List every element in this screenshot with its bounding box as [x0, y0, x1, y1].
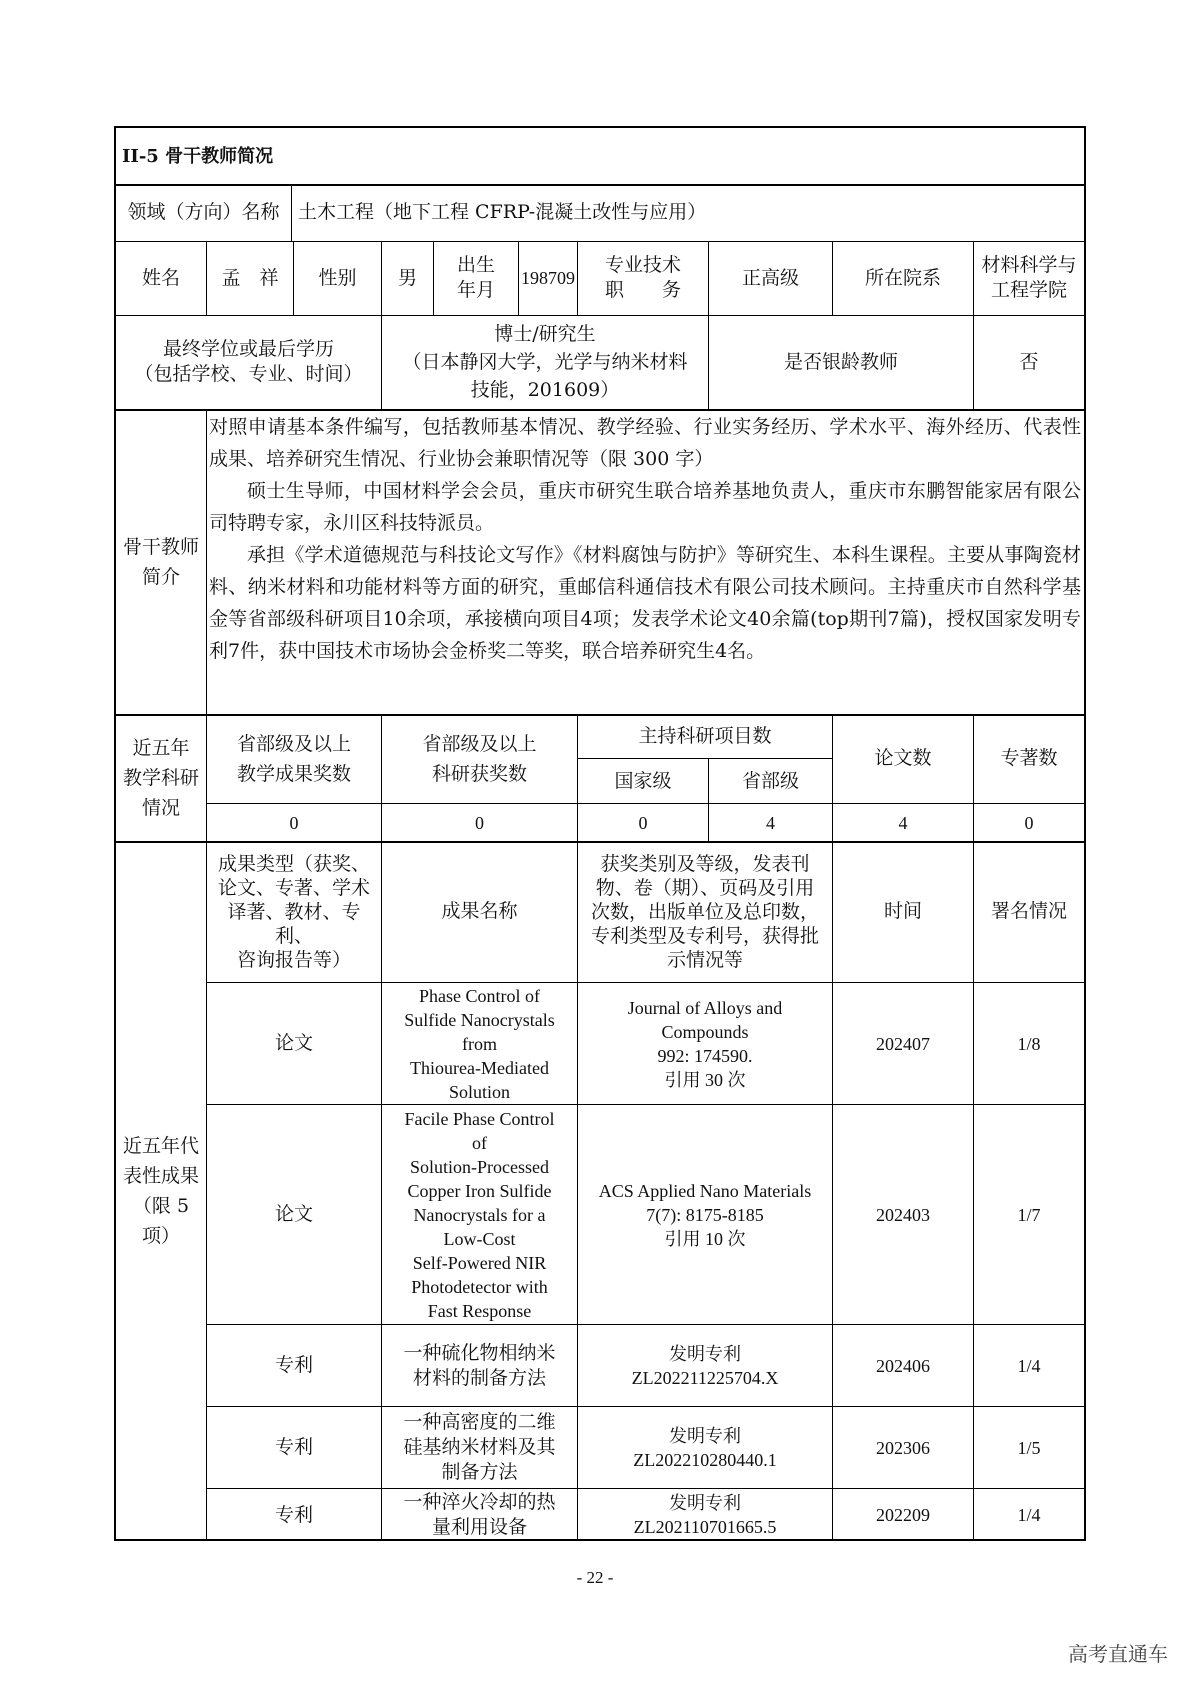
ach-header-name: 成果名称	[441, 900, 518, 922]
intro-instruction: 对照申请基本条件编写，包括教师基本情况、教学经验、行业实务经历、学术水平、海外经历、代表性成果、培养研究生情况、行业协会兼职情况等（限 300 字）	[209, 416, 1081, 470]
ach-row-type: 论文	[274, 1203, 313, 1225]
degree-label: 最终学位或最后学历 （包括学校、专业、时间）	[134, 338, 363, 385]
ach-row-detail: 发明专利 ZL202211225704.X	[631, 1343, 779, 1388]
name-value: 孟 祥	[221, 266, 279, 289]
title-value: 正高级	[741, 266, 799, 289]
ach-row-type: 论文	[274, 1032, 313, 1054]
stats-value-provincial: 4	[766, 812, 775, 833]
page-number: - 22 -	[576, 1568, 614, 1587]
gender-label: 性别	[318, 266, 357, 289]
dept-value: 材料科学与 工程学院	[981, 254, 1077, 301]
ach-row-time: 202209	[876, 1505, 930, 1525]
stats-header-teaching: 省部级及以上 教学成果奖数	[236, 732, 351, 785]
profile-table	[114, 126, 1086, 1541]
ach-header-sign: 署名情况	[990, 900, 1067, 922]
ach-row-time: 202406	[876, 1355, 930, 1376]
field-label: 领域（方向）名称	[127, 201, 280, 223]
ach-header-detail: 获奖类别及等级，发表刊 物、卷（期）、页码及引用 次数，出版单位及总印数， 专利类型及专利号，获得批 示情况等	[590, 852, 819, 971]
ach-header-time: 时间	[883, 900, 922, 922]
ach-row-detail: 发明专利 ZL202110701665.5	[633, 1493, 777, 1537]
dept-label: 所在院系	[864, 266, 941, 289]
ach-row-type: 专利	[274, 1354, 313, 1376]
ach-row-name: 一种高密度的二维 硅基纳米材料及其 制备方法	[403, 1411, 556, 1483]
stats-label: 近五年 教学科研 情况	[122, 736, 199, 819]
ach-row-time: 202306	[876, 1437, 930, 1458]
watermark: 高考直通车	[1068, 1642, 1168, 1666]
stats-header-books: 专著数	[1000, 747, 1058, 769]
stats-value-books: 0	[1024, 812, 1034, 833]
ach-row-detail: 发明专利 ZL202210280440.1	[633, 1425, 777, 1470]
ach-row-time: 202403	[876, 1204, 930, 1225]
intro-paragraph: 硕士生导师，中国材料学会会员，重庆市研究生联合培养基地负责人，重庆市东鹏智能家居有限公司特聘专家，永川区科技特派员。	[209, 480, 1081, 534]
ach-row-sign: 1/7	[1017, 1204, 1041, 1225]
ach-row-name: 一种淬火冷却的热 量利用设备	[403, 1491, 556, 1538]
ach-row-name: Facile Phase Control of Solution-Processed Copper Iron Sulfide Nanocrystals for a Low-Cost Self-Powered NIR Photodetector with Fast Response	[404, 1108, 555, 1321]
ach-row-sign: 1/8	[1017, 1033, 1041, 1054]
name-label: 姓名	[141, 266, 180, 289]
ach-row-type: 专利	[274, 1436, 313, 1458]
stats-header-national: 国家级	[614, 769, 672, 792]
section-title: II-5 骨干教师简况	[122, 145, 274, 167]
title-label: 专业技术 职 务	[604, 254, 681, 301]
ach-row-name: Phase Control of Sulfide Nanocrystals from Thiourea-Mediated Solution	[404, 985, 555, 1102]
stats-header-projects: 主持科研项目数	[638, 724, 772, 747]
stats-value-papers: 4	[898, 812, 908, 833]
ach-row-detail: ACS Applied Nano Materials 7(7): 8175-8185 引用 10 次	[598, 1180, 812, 1249]
birth-value: 198709	[521, 268, 575, 288]
silver-label: 是否银龄教师	[783, 350, 898, 373]
ach-row-sign: 1/4	[1017, 1505, 1041, 1525]
stats-header-research: 省部级及以上 科研获奖数	[422, 732, 537, 785]
field-value: 土木工程（地下工程 CFRP-混凝土改性与应用）	[298, 201, 707, 223]
achievements-label: 近五年代 表性成果 （限 5 项）	[122, 1135, 199, 1247]
ach-row-sign: 1/4	[1017, 1355, 1041, 1376]
stats-value-national: 0	[638, 812, 648, 833]
ach-row-sign: 1/5	[1017, 1437, 1041, 1458]
intro-body	[209, 411, 1081, 711]
stats-header-provincial: 省部级	[741, 769, 799, 792]
ach-header-type: 成果类型（获奖、 论文、专著、学术 译著、教材、专利、 咨询报告等）	[217, 852, 370, 971]
ach-row-type: 专利	[274, 1503, 313, 1526]
gender-value: 男	[397, 266, 417, 289]
stats-header-papers: 论文数	[874, 747, 932, 769]
stats-value-teaching: 0	[289, 812, 299, 833]
stats-value-research: 0	[475, 812, 484, 833]
ach-row-time: 202407	[876, 1033, 930, 1054]
intro-label: 骨干教师 简介	[122, 535, 199, 588]
degree-value: 博士/研究生 （日本静冈大学，光学与纳米材料 技能，201609）	[402, 323, 688, 401]
silver-value: 否	[1019, 350, 1039, 373]
ach-row-detail: Journal of Alloys and Compounds 992: 174590. 引用 30 次	[627, 997, 783, 1090]
ach-row-name: 一种硫化物相纳米 材料的制备方法	[403, 1341, 556, 1389]
intro-paragraph: 承担《学术道德规范与科技论文写作》《材料腐蚀与防护》等研究生、本科生课程。主要从事陶瓷材料、纳米材料和功能材料等方面的研究，重邮信科通信技术有限公司技术顾问。主持重庆市自然科学基金等省部级科研项目10余项，承接横向项目4项；发表学术论文40余篇(top期刊7篇)，授权国家发明专利7件，获中国技术市场协会金桥奖二等奖，联合培养研究生4名。	[209, 544, 1081, 662]
birth-label: 出生 年月	[456, 254, 495, 301]
